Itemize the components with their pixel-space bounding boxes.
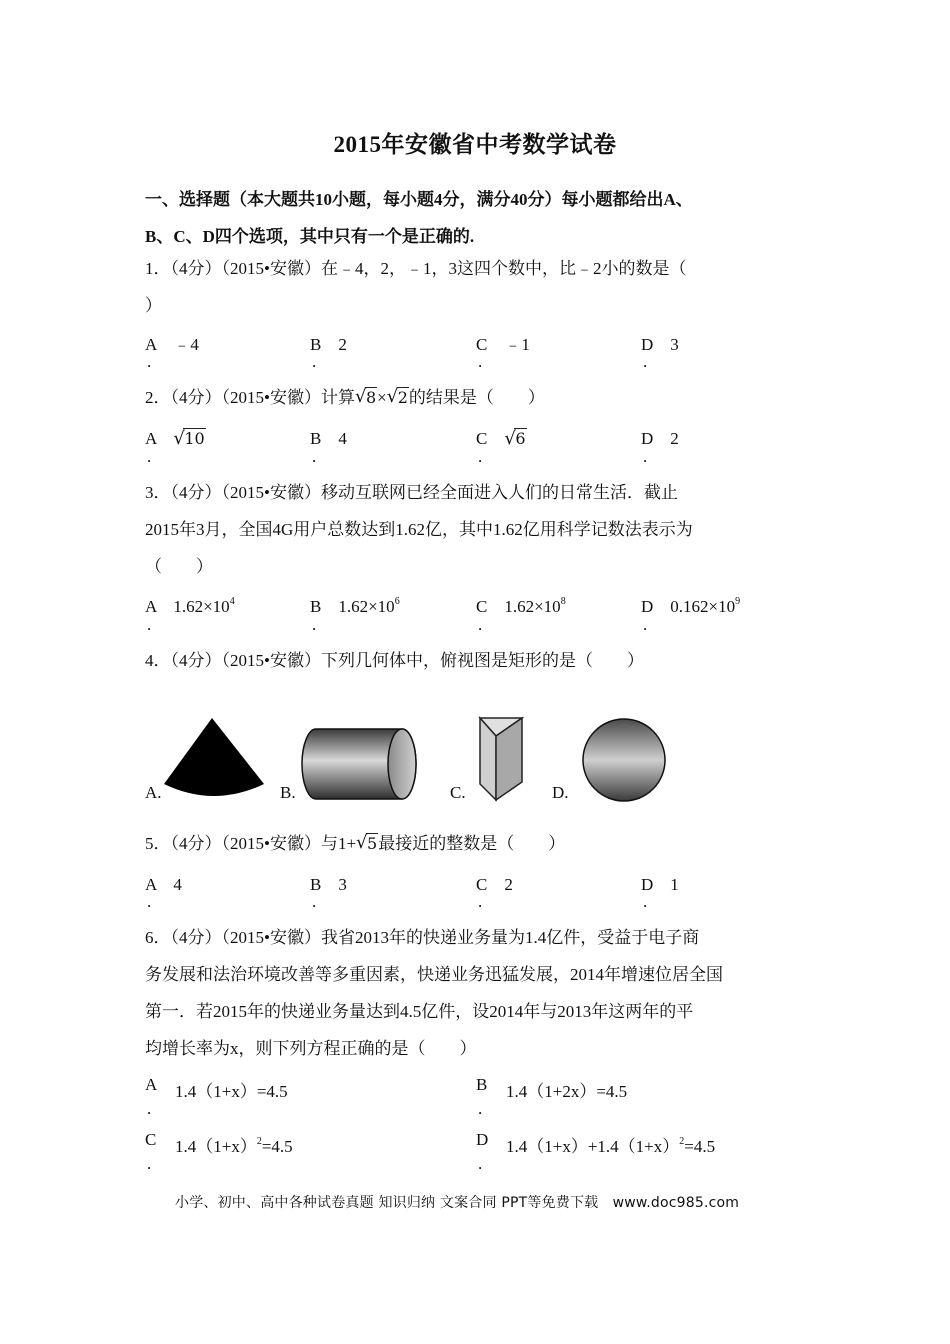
q6-text-cont3: 均增长率为x，则下列方程正确的是（ ） [145,1039,477,1058]
cylinder-figure [300,725,420,803]
q3-option-d: D $0.162\times 10^9$ [641,596,741,616]
sqrt-symbol: √ 8 [354,386,377,407]
q6-text-cont2: 第一．若2015年的快递业务量达到4.5亿件，设2014年与2013年这两年的平 [145,1002,694,1021]
q6-option-c-letter: C [145,1130,157,1149]
q6-option-c-dot: . [147,1154,152,1173]
section-heading-line1: 一、选择题（本大题共10小题，每小题4分，满分40分）每小题都给出A、 [145,190,693,209]
q1-option-a: A ﹣4 [145,335,199,354]
q2-option-b-dot: . [312,447,317,466]
section-heading-line2: B、C、D四个选项，其中只有一个是正确的. [145,227,475,246]
q6-option-b-dot: . [478,1099,483,1118]
q3-text-cont2: （ ） [145,557,213,576]
q6-option-a-dot: . [147,1099,152,1118]
q1-option-c-dot: . [478,352,483,371]
q3-option-a: A $1.62\times 10^4$ [145,596,235,616]
q4-text: 4．（4分）（2015•安徽）下列几何体中，俯视图是矩形的是（ ） [145,651,644,670]
q3-option-a-dot: . [147,615,152,634]
q1-option-b-dot: . [312,352,317,371]
sqrt-symbol: √ 6 [504,428,526,449]
q2-option-c: C √ 6 [476,428,526,449]
q4-label-a: A. [145,783,162,802]
q2-option-d-dot: . [643,447,648,466]
q1-option-b: B 2 [310,335,347,354]
page-title: 2015年安徽省中考数学试卷 [333,132,617,157]
q2-option-c-dot: . [478,447,483,466]
q3-option-d-dot: . [643,615,648,634]
q6-option-b-letter: B [476,1075,488,1094]
q2-text: 2．（4分）（2015•安徽）计算 √ 8× √ 2的结果是（ ） [145,386,545,407]
q3-option-b-dot: . [312,615,317,634]
q5-option-a: A 4 [145,875,182,894]
q1-option-c: C ﹣1 [476,335,530,354]
q5-option-b: B 3 [310,875,347,894]
q1-option-d: D 3 [641,335,679,354]
footer-text: 小学、初中、高中各种试卷真题 知识归纳 文案合同 PPT等免费下载 www.doc985.com [175,1195,740,1211]
q3-option-c: C $1.62\times 10^8$ [476,596,566,616]
sqrt-symbol: √ 10 [173,428,205,449]
q3-text: 3．（4分）（2015•安徽）移动互联网已经全面进入人们的日常生活．截止 [145,483,678,502]
q4-label-b: B. [280,783,296,802]
q6-option-d-letter: D [476,1130,489,1149]
q5-option-c: C 2 [476,875,513,894]
q6-text-cont: 务发展和法治环境改善等多重因素，快递业务迅猛发展，2014年增速位居全国 [145,965,723,984]
q3-text-cont: 2015年3月，全国4G用户总数达到1.62亿，其中1.62亿用科学记数法表示为 [145,520,693,539]
q5-text: 5．（4分）（2015•安徽）与1+ √ 5最接近的整数是（ ） [145,832,566,853]
q4-label-d: D. [552,783,569,802]
q6-option-d: $1.4(1+x)+1.4(1+x)^2=4.5$ [506,1136,716,1156]
q3-option-b: B $1.62\times 10^6$ [310,596,400,616]
sqrt-symbol: √ 2 [386,386,408,407]
q2-option-a: A √ 10 [145,428,205,449]
q6-option-a: 1.4（1+x）=4.5 [175,1082,288,1101]
cone-figure [160,716,270,800]
q2-option-a-dot: . [147,447,152,466]
q6-option-c: $1.4(1+x)^2=4.5$ [175,1136,293,1156]
q6-option-a-letter: A [145,1075,158,1094]
q6-option-b: 1.4（1+2x）=4.5 [506,1082,628,1101]
sqrt-symbol: √ 5 [356,832,378,853]
sphere-figure [580,716,668,804]
q4-label-c: C. [450,783,466,802]
q2-option-d: D 2 [641,429,679,448]
q5-option-c-dot: . [478,892,483,911]
q6-option-d-dot: . [478,1154,483,1173]
prism-figure [476,714,538,804]
q6-text: 6．（4分）（2015•安徽）我省2013年的快递业务量为1.4亿件，受益于电子商 [145,928,700,947]
q2-option-b: B 4 [310,429,347,448]
q5-option-d-dot: . [643,892,648,911]
q5-option-b-dot: . [312,892,317,911]
q3-option-c-dot: . [478,615,483,634]
q1-text: 1．（4分）（2015•安徽）在﹣4，2，﹣1，3这四个数中，比﹣2小的数是（ [145,259,687,278]
q1-option-d-dot: . [643,352,648,371]
q1-option-a-dot: . [147,352,152,371]
q5-option-d: D 1 [641,875,679,894]
q5-option-a-dot: . [147,892,152,911]
q1-text-cont: ） [145,296,162,315]
